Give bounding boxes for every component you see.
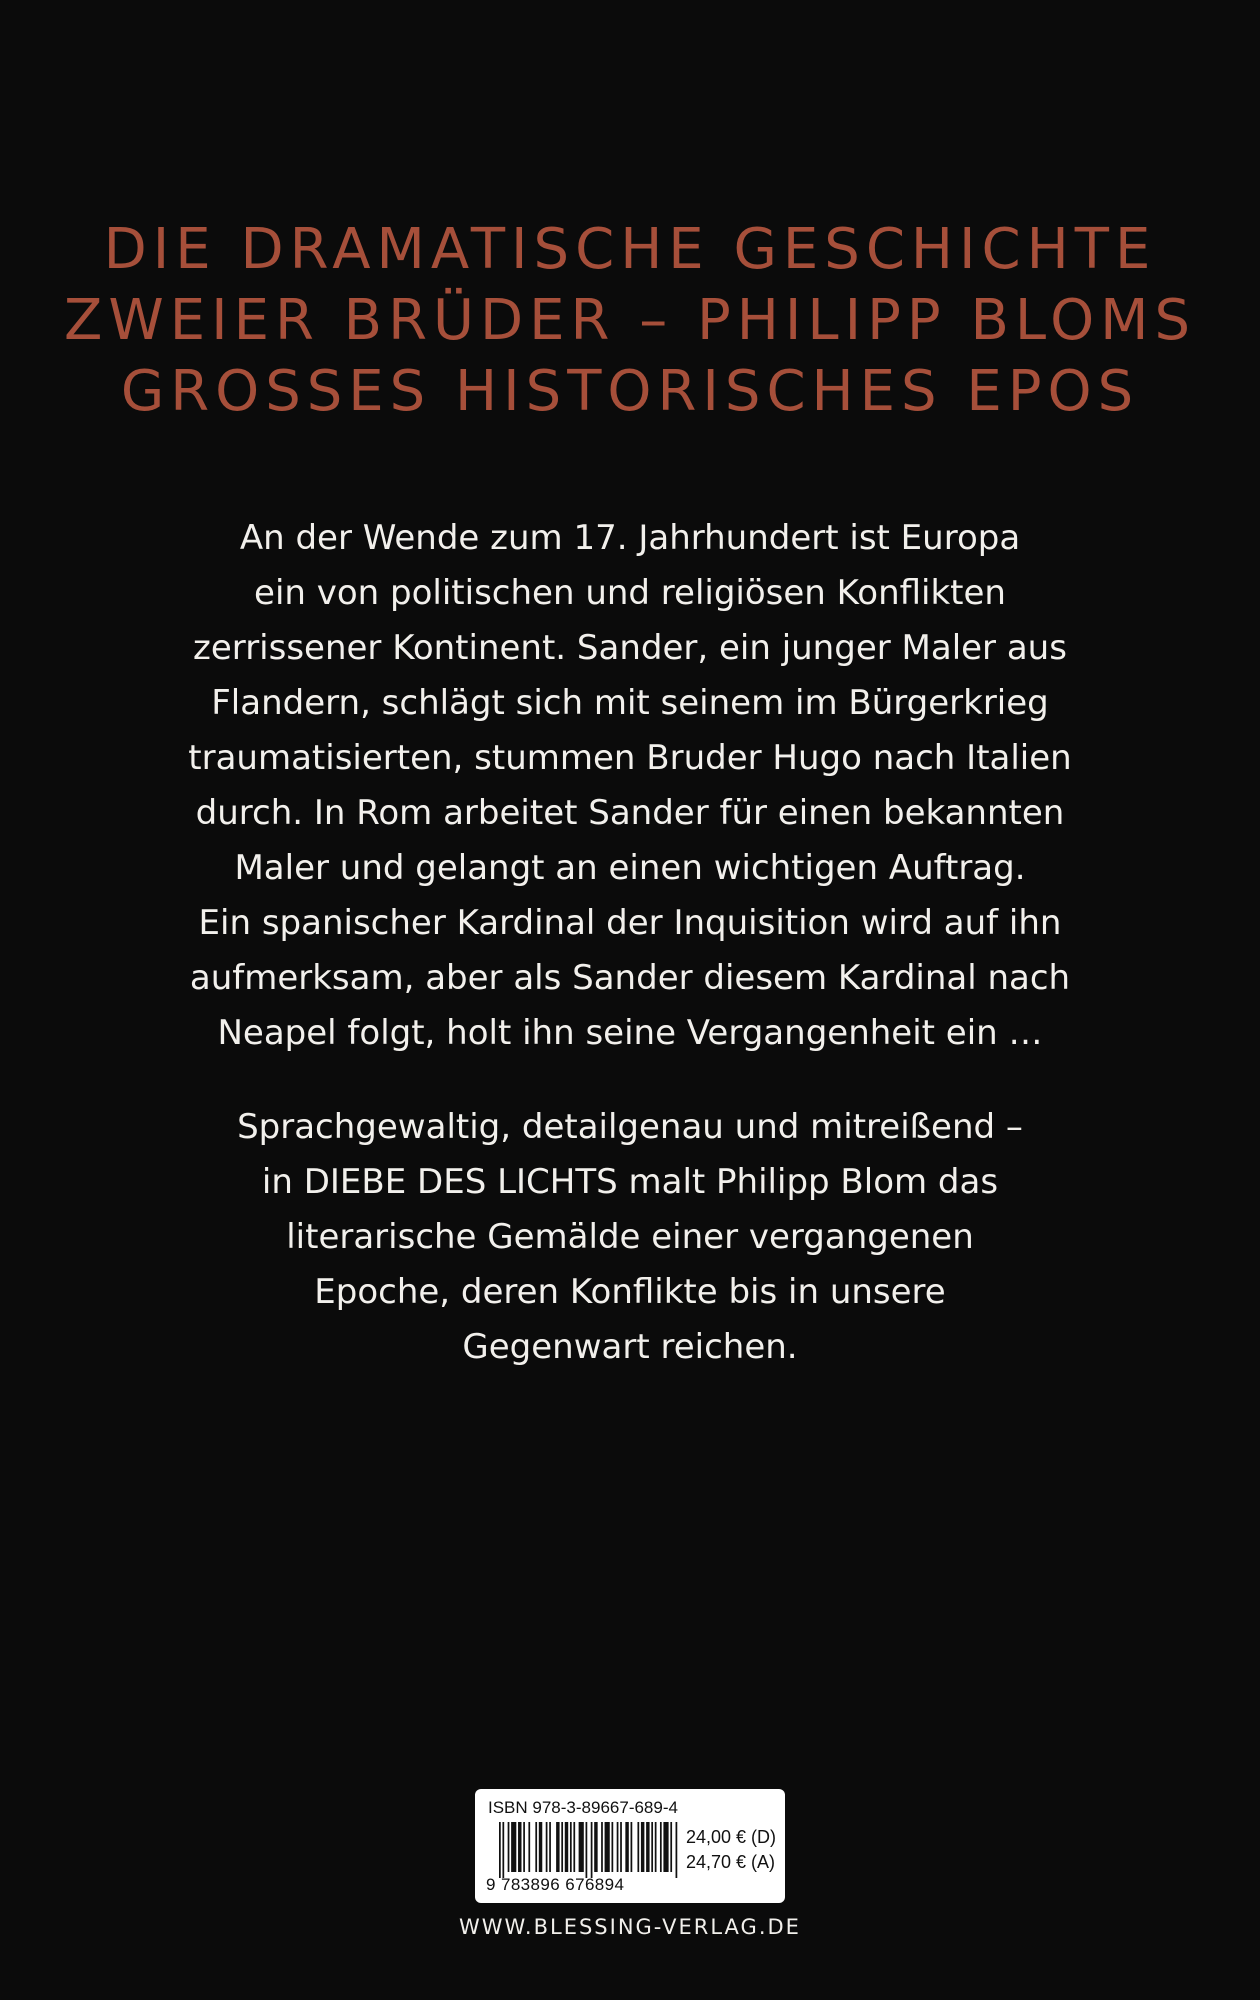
barcode-bar [502,1822,504,1878]
blurb-line: Sprachgewaltig, detailgenau und mitreißend – [237,1107,1023,1147]
barcode-bar [631,1822,633,1872]
headline-line-2: ZWEIER BRÜDER – PHILIPP BLOMS [63,288,1197,353]
headline [0,214,1260,427]
barcode-bar [570,1822,572,1872]
barcode-bar [601,1822,603,1872]
publisher-website: WWW.BLESSING-VERLAG.DE [459,1915,801,1939]
barcode-bar [535,1822,537,1872]
barcode-bar [670,1822,672,1872]
barcode-bar [511,1822,516,1872]
barcode-bar [586,1822,588,1878]
barcode-bar [646,1822,649,1872]
blurb-line: ein von politischen und religiösen Konflikten [254,573,1006,613]
blurb-line: Maler und gelangt an einen wichtigen Auftrag. [234,848,1026,888]
barcode-bar [523,1822,525,1872]
barcode-bar [591,1822,593,1878]
barcode-bar [655,1822,657,1872]
barcode-bar [565,1822,568,1872]
barcode-bar [594,1822,597,1872]
barcode-bar [573,1822,575,1872]
headline-line-1: DIE DRAMATISCHE GESCHICHTE [103,217,1157,282]
blurb-line: Ein spanischer Kardinal der Inquisition wird auf ihn [198,903,1062,943]
blurb-line: in DIEBE DES LICHTS malt Philipp Blom das [261,1162,999,1202]
blurb-line: Flandern, schlägt sich mit seinem im Bürgerkrieg [211,683,1049,723]
barcode-bar [617,1822,619,1872]
blurb-line: An der Wende zum 17. Jahrhundert ist Europa [239,518,1021,558]
barcode-bar [651,1822,653,1872]
barcode-bar [518,1822,521,1872]
blurb-line: Gegenwart reichen. [462,1327,798,1367]
barcode-bars [499,1822,679,1878]
barcode-bar [499,1822,501,1878]
barcode-bar [660,1822,662,1872]
barcode-bar [625,1822,628,1872]
barcode-bar [641,1822,644,1872]
blurb-line: aufmerksam, aber als Sander diesem Kardinal nach [189,958,1071,998]
barcode-bar [605,1822,610,1872]
barcode-bar [528,1822,530,1872]
barcode-digits: 9 783896 676894 [486,1875,625,1894]
barcode-bar [561,1822,563,1872]
blurb-line: Epoche, deren Konflikte bis in unsere [314,1272,946,1312]
blurb-line: zerrissener Kontinent. Sander, ein junger Maler aus [193,628,1067,668]
blurb-line: traumatisierten, stummen Bruder Hugo nach Italien [188,738,1072,778]
barcode-bar [549,1822,551,1872]
blurb-paragraph-1 [0,511,1260,1061]
barcode-bar [676,1822,678,1878]
barcode-bar [620,1822,622,1872]
barcode-bar [579,1822,584,1872]
isbn-number: ISBN 978-3-89667-689-4 [488,1798,678,1817]
barcode-bar [539,1822,542,1872]
barcode-bar [546,1822,548,1872]
barcode-bar [663,1822,668,1872]
barcode-bar [508,1822,510,1872]
headline-line-3: GROSSES HISTORISCHES EPOS [120,359,1140,424]
blurb-line: Neapel folgt, holt ihn seine Vergangenheit ein … [217,1013,1043,1053]
blurb-line: literarische Gemälde einer vergangenen [286,1217,974,1257]
barcode-bar [612,1822,614,1872]
price-germany: 24,00 € (D) [686,1827,777,1847]
barcode-label [475,1789,785,1903]
barcode-bar [556,1822,559,1872]
price-austria: 24,70 € (A) [686,1852,776,1872]
barcode-bar [637,1822,639,1872]
blurb-paragraph-2 [0,1100,1260,1375]
blurb-line: durch. In Rom arbeitet Sander für einen bekannten [195,793,1065,833]
